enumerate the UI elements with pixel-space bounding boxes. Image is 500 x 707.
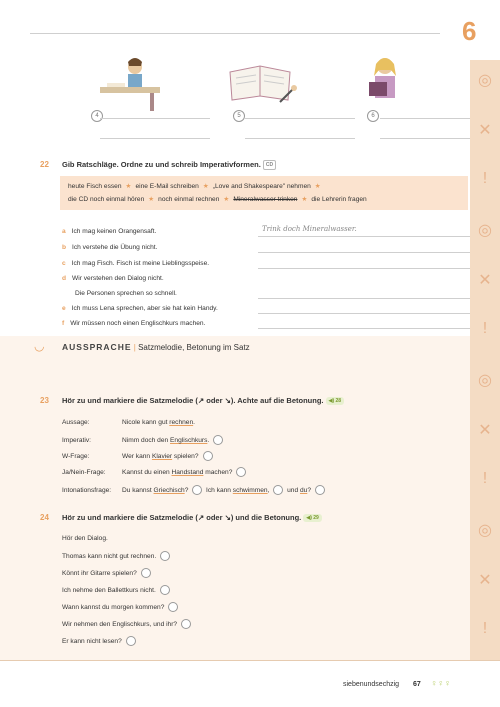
answer-line[interactable] (245, 138, 355, 139)
star-icon: ★ (148, 196, 155, 203)
list-item: a Ich mag keinen Orangensaft. (62, 228, 157, 235)
list-item: c Ich mag Fisch. Fisch ist meine Lieblingsspeise. (62, 260, 210, 267)
exclamation-icon: ! (482, 470, 488, 487)
answer-line[interactable] (100, 118, 210, 119)
cross-icon: ✕ (478, 422, 492, 439)
star-icon: ★ (301, 196, 308, 203)
sentence-row: Ja/Nein-Frage: Kannst du einen Handstand machen? (62, 467, 246, 477)
exercise-title (62, 513, 322, 522)
sentence-row: Thomas kann nicht gut rechnen. (62, 551, 170, 561)
answer-line[interactable] (258, 252, 470, 253)
list-item: d Wir verstehen den Dialog nicht. (62, 275, 164, 282)
cd-badge: CD (263, 160, 276, 170)
separator: | (133, 343, 136, 352)
pronunciation-section (0, 336, 470, 661)
cross-icon: ✕ (478, 272, 492, 289)
answer-line[interactable] (258, 313, 470, 314)
exercise-title (62, 160, 276, 170)
swirl-icon: ◎ (478, 372, 492, 389)
list-item: Die Personen sprechen so schnell. (75, 290, 177, 297)
answer-circle[interactable] (315, 485, 325, 495)
word-option: heute Fisch essen (68, 183, 122, 190)
answer-circle[interactable] (168, 602, 178, 612)
word-option: die Lehrerin fragen (311, 196, 367, 203)
star-icon: ★ (202, 183, 209, 190)
word-option: eine E-Mail schreiben (135, 183, 199, 190)
page-word: siebenundsechzig (343, 681, 400, 688)
answer-circle[interactable] (213, 435, 223, 445)
answer-circle[interactable] (126, 636, 136, 646)
answer-line[interactable] (258, 236, 470, 237)
answer-line[interactable] (258, 298, 470, 299)
example-answer: Trink doch Mineralwasser. (262, 225, 357, 233)
audio-track-badge[interactable]: ◀) 28 (326, 397, 344, 405)
answer-circle[interactable] (141, 568, 151, 578)
list-item: b Ich verstehe die Übung nicht. (62, 244, 158, 251)
picture-number: 6 (367, 110, 379, 122)
answer-circle[interactable] (192, 485, 202, 495)
exclamation-icon: ! (482, 320, 488, 337)
list-item: f Wir müssen noch einen Englischkurs machen. (62, 320, 206, 327)
exercise-number: 22 (40, 160, 49, 169)
word-row (68, 195, 463, 203)
sentence-row: Er kann nicht lesen? (62, 636, 136, 646)
sentence-row: Könnt ihr Gitarre spielen? (62, 568, 151, 578)
answer-line[interactable] (245, 118, 355, 119)
star-icon: ★ (125, 183, 132, 190)
sentence-row: W-Frage: Wer kann Klavier spielen? (62, 451, 213, 461)
swirl-icon: ◎ (478, 72, 492, 89)
section-title: AUSSPRACHE (62, 342, 132, 352)
page-footer (343, 678, 451, 688)
bottom-rule (0, 660, 500, 661)
answer-circle[interactable] (236, 467, 246, 477)
swirl-icon: ◎ (478, 222, 492, 239)
sentence-row: Imperativ: Nimm doch den Englischkurs. (62, 435, 223, 445)
exercise-title-text: Gib Ratschläge. Ordne zu und schreib Imperativformen. (62, 160, 261, 169)
answer-circle[interactable] (160, 551, 170, 561)
answer-circle[interactable] (181, 619, 191, 629)
answer-circle[interactable] (203, 451, 213, 461)
word-row (68, 182, 463, 190)
side-decoration (470, 60, 500, 660)
exercise-title-text: Hör zu und markiere die Satzmelodie (↗ oder ↘). Achte auf die Betonung. (62, 396, 324, 405)
exercise-number: 24 (40, 513, 49, 522)
cross-icon: ✕ (478, 572, 492, 589)
answer-line[interactable] (100, 138, 210, 139)
chapter-number: 6 (462, 16, 477, 46)
picture-girl-reading (345, 52, 425, 112)
picture-girl-at-desk (95, 52, 175, 112)
picture-number: 5 (233, 110, 245, 122)
word-option-used: Mineralwasser trinken (233, 196, 298, 203)
word-option: noch einmal rechnen (158, 196, 220, 203)
sentence-row: Ich nehme den Ballettkurs nicht. (62, 585, 170, 595)
lightbulb-icon: ♀♀♀ (430, 678, 451, 688)
star-icon: ★ (314, 183, 321, 190)
sentence-row: Hör den Dialog. (62, 535, 108, 542)
exclamation-icon: ! (482, 170, 488, 187)
exercise-title-text: Hör zu und markiere die Satzmelodie (↗ oder ↘) und die Betonung. (62, 513, 302, 522)
star-icon: ★ (223, 196, 230, 203)
lips-icon: ◡ (34, 339, 45, 353)
top-rule (30, 33, 440, 34)
picture-number: 4 (91, 110, 103, 122)
section-heading (62, 342, 250, 352)
sentence-row: Aussage: Nicole kann gut rechnen. (62, 419, 195, 426)
list-item: e Ich muss Lena sprechen, aber sie hat kein Handy. (62, 305, 218, 312)
sentence-row: Wir nehmen den Englischkurs, und ihr? (62, 619, 191, 629)
sentence-row: Wann kannst du morgen kommen? (62, 602, 178, 612)
answer-circle[interactable] (273, 485, 283, 495)
swirl-icon: ◎ (478, 522, 492, 539)
audio-track-badge[interactable]: ◀) 29 (303, 514, 321, 522)
answer-circle[interactable] (160, 585, 170, 595)
cross-icon: ✕ (478, 122, 492, 139)
answer-line[interactable] (258, 328, 470, 329)
word-option: die CD noch einmal hören (68, 196, 145, 203)
word-option: „Love and Shakespeare" nehmen (212, 183, 311, 190)
picture-book-writing (220, 52, 300, 112)
section-subtitle: Satzmelodie, Betonung im Satz (138, 343, 250, 352)
word-box (60, 176, 468, 210)
answer-line[interactable] (380, 138, 470, 139)
exclamation-icon: ! (482, 620, 488, 637)
exercise-title (62, 396, 344, 405)
answer-line[interactable] (258, 268, 470, 269)
answer-line[interactable] (380, 118, 470, 119)
page-number: 67 (413, 681, 421, 688)
exercise-number: 23 (40, 396, 49, 405)
sentence-row: Intonationsfrage: Du kannst Griechisch? Ich kann schwimmen, und du? (62, 485, 325, 495)
